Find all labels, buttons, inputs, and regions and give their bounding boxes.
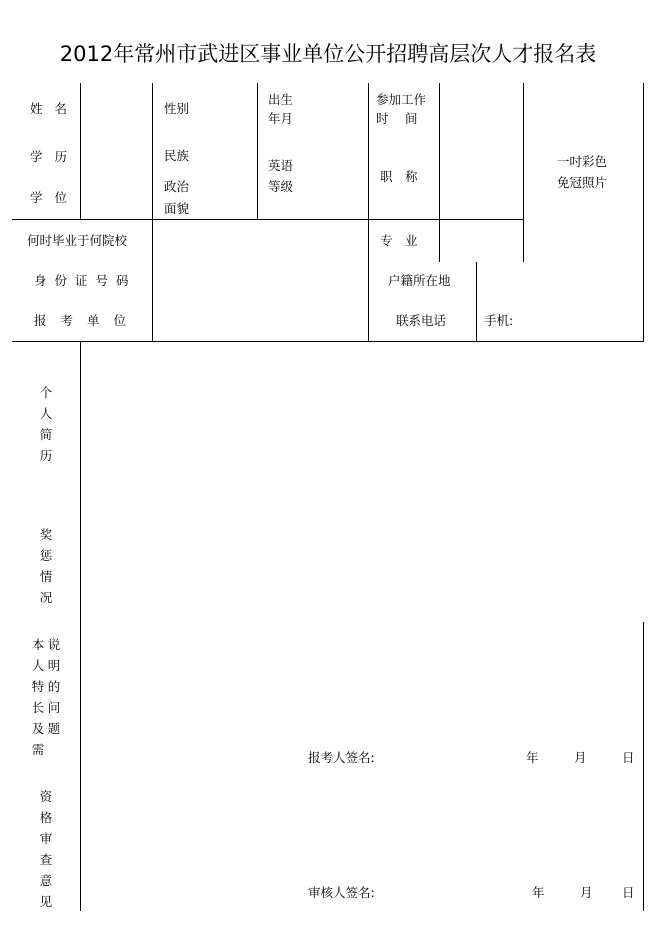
rule-v-368 [368,83,369,341]
label-household: 户籍所在地 [388,273,451,288]
label-political-2: 面貌 [164,201,190,216]
label-photo-1: 一吋彩色 [557,154,608,169]
label-id-number: 身份证号码 [34,273,137,288]
label-birth-1: 出生 [268,92,294,107]
rule-v-439 [439,83,440,262]
label-name: 姓 名 [30,101,71,116]
applicant-month: 月 [574,750,587,765]
label-awards: 奖惩情况 [39,527,53,605]
label-photo-2: 免冠照片 [557,175,608,190]
reviewer-year: 年 [532,885,545,900]
rule-v-80b [80,341,81,911]
label-graduation: 何时毕业于何院校 [27,233,128,248]
label-english-2: 等级 [268,179,294,194]
label-gender: 性别 [164,101,190,116]
label-english-1: 英语 [268,158,294,173]
label-political-1: 政治 [164,179,190,194]
label-job-title: 职 称 [380,169,418,184]
applicant-day: 日 [622,750,635,765]
reviewer-month: 月 [580,885,593,900]
reviewer-day: 日 [622,885,635,900]
reviewer-sign-label: 审核人签名: [308,885,375,900]
rule-v-523 [523,83,524,262]
label-birth-2: 年月 [268,111,294,126]
label-degree: 学 位 [30,190,71,205]
label-strengths-col2: 说明的问题 [47,637,61,736]
form-title: 2012年常州市武进区事业单位公开招聘高层次人才报名表 [59,42,597,66]
label-contact-phone: 联系电话 [396,313,447,328]
rule-v-152a [152,83,153,219]
label-major: 专 业 [380,233,418,248]
rule-v-80a [80,83,81,219]
label-work-start-1: 参加工作 [376,92,427,107]
label-mobile: 手机: [484,313,514,328]
rule-v-644b [643,622,644,911]
rule-h1 [12,219,524,220]
rule-h2 [12,341,644,342]
rule-v-476 [476,262,477,341]
applicant-year: 年 [526,750,539,765]
label-review: 资格审查意见 [39,789,53,909]
rule-v-257 [257,83,258,219]
label-apply-unit: 报考单位 [34,313,141,328]
label-ethnicity: 民族 [164,148,190,163]
applicant-sign-label: 报考人签名: [308,750,375,765]
rule-v-152b [152,219,153,341]
label-strengths-col1: 本人特长及需 [31,637,45,757]
label-resume: 个人简历 [39,385,53,463]
label-education: 学 历 [30,149,71,164]
label-work-start-2: 时 间 [376,111,418,126]
rule-v-644a [643,83,644,341]
